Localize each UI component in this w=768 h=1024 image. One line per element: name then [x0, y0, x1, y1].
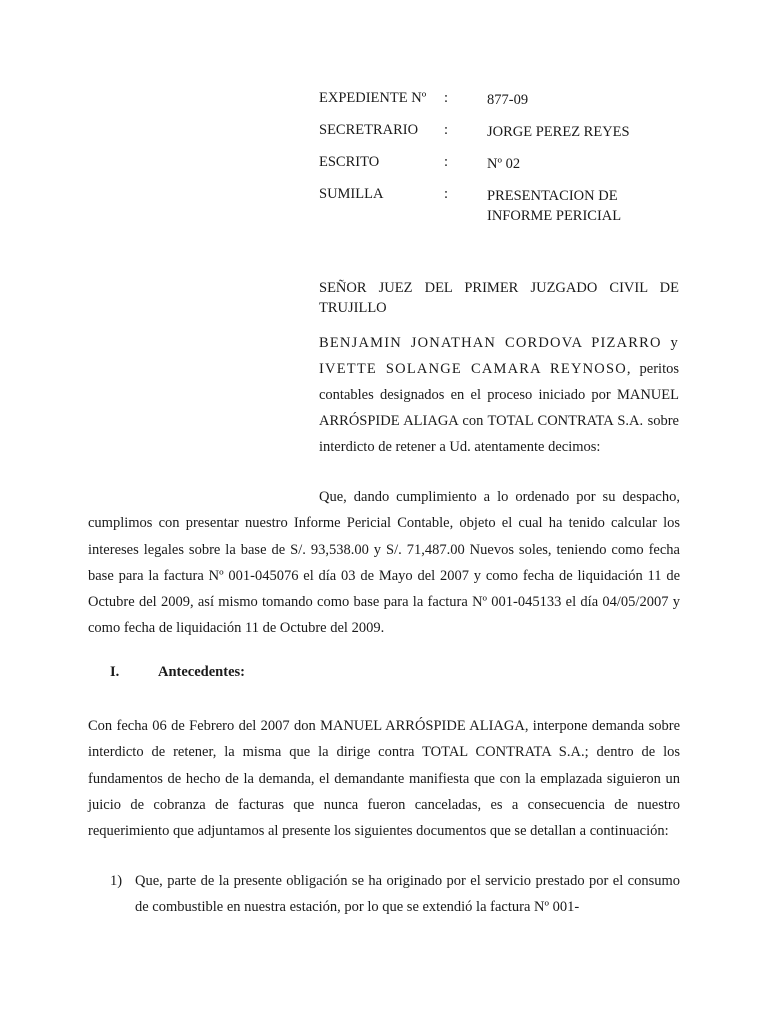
header-colon: : — [444, 90, 449, 106]
party-plaintiff: MANUEL ARRÓSPIDE ALIAGA — [319, 387, 679, 429]
header-value: Nº 02 — [487, 156, 521, 172]
section-number: I. — [110, 664, 120, 680]
header-colon: : — [444, 154, 449, 170]
petitioner-names: BENJAMIN JONATHAN CORDOVA PIZARRO y IVETTE SOLANGE CAMARA REYNOSO, — [319, 335, 679, 377]
header-label: EXPEDIENTE Nº — [319, 90, 427, 106]
header-value: PRESENTACION DE INFORME PERICIAL — [487, 188, 622, 224]
intro-text-3: sobre interdicto de retener a Ud. atentamente decimos: — [319, 413, 679, 455]
header-label: SECRETRARIO — [319, 122, 419, 138]
party-defendant: TOTAL CONTRATA S.A. — [487, 413, 644, 429]
header-row-secretario — [319, 122, 679, 154]
body-paragraph-1: Que, dando cumplimiento a lo ordenado por su despacho, cumplimos con presentar nuestro Informe Pericial Contable, objeto el cual ha tenido calcular los intereses legales sobre la base de S/. 93,538.00 y S/. 71,487.00 Nuevos soles, teniendo como fecha base para la factura Nº 001-045076 el día 03 de Mayo del 2007 y como fecha de liquidación 11 de Octubre del 2009, así mismo tomando como base para la factura Nº 001-045133 el día 04/05/2007 y como fecha de liquidación 11 de Octubre del 2009. — [88, 489, 680, 637]
intro-text-2: con — [457, 413, 488, 429]
header-value: JORGE PEREZ REYES — [487, 124, 630, 140]
header-value: 877-09 — [487, 92, 529, 108]
intro-paragraph — [319, 330, 679, 460]
intro-text-1: peritos contables designados en el proceso iniciado por — [319, 361, 679, 403]
header-label: ESCRITO — [319, 154, 380, 170]
header-colon: : — [444, 186, 449, 202]
list-marker: 1) — [110, 873, 123, 889]
header-label: SUMILLA — [319, 186, 384, 202]
section-title: Antecedentes: — [158, 664, 245, 680]
addressee: SEÑOR JUEZ DEL PRIMER JUZGADO CIVIL DE TRUJILLO — [319, 280, 679, 316]
numbered-list — [110, 868, 680, 921]
case-header — [319, 90, 679, 238]
section-heading — [110, 664, 245, 681]
body-paragraph-2: Con fecha 06 de Febrero del 2007 don MANUEL ARRÓSPIDE ALIAGA, interpone demanda sobre interdicto de retener, la misma que la dirige contra TOTAL CONTRATA S.A.; dentro de los fundamentos de hecho de la demanda, el demandante manifiesta que con la emplazada siguieron un juicio de cobranza de facturas que nunca fueron canceladas, es a consecuencia de nuestro requerimiento que adjuntamos al presente los siguientes documentos que se detallan a continuación: — [88, 718, 680, 840]
list-item — [110, 868, 680, 921]
header-row-escrito — [319, 154, 679, 186]
header-row-sumilla — [319, 186, 679, 238]
header-colon: : — [444, 122, 449, 138]
list-item-text: Que, parte de la presente obligación se ha originado por el servicio prestado por el consumo de combustible en nuestra estación, por lo que se extendió la factura Nº 001- — [135, 873, 680, 916]
header-row-expediente — [319, 90, 679, 122]
